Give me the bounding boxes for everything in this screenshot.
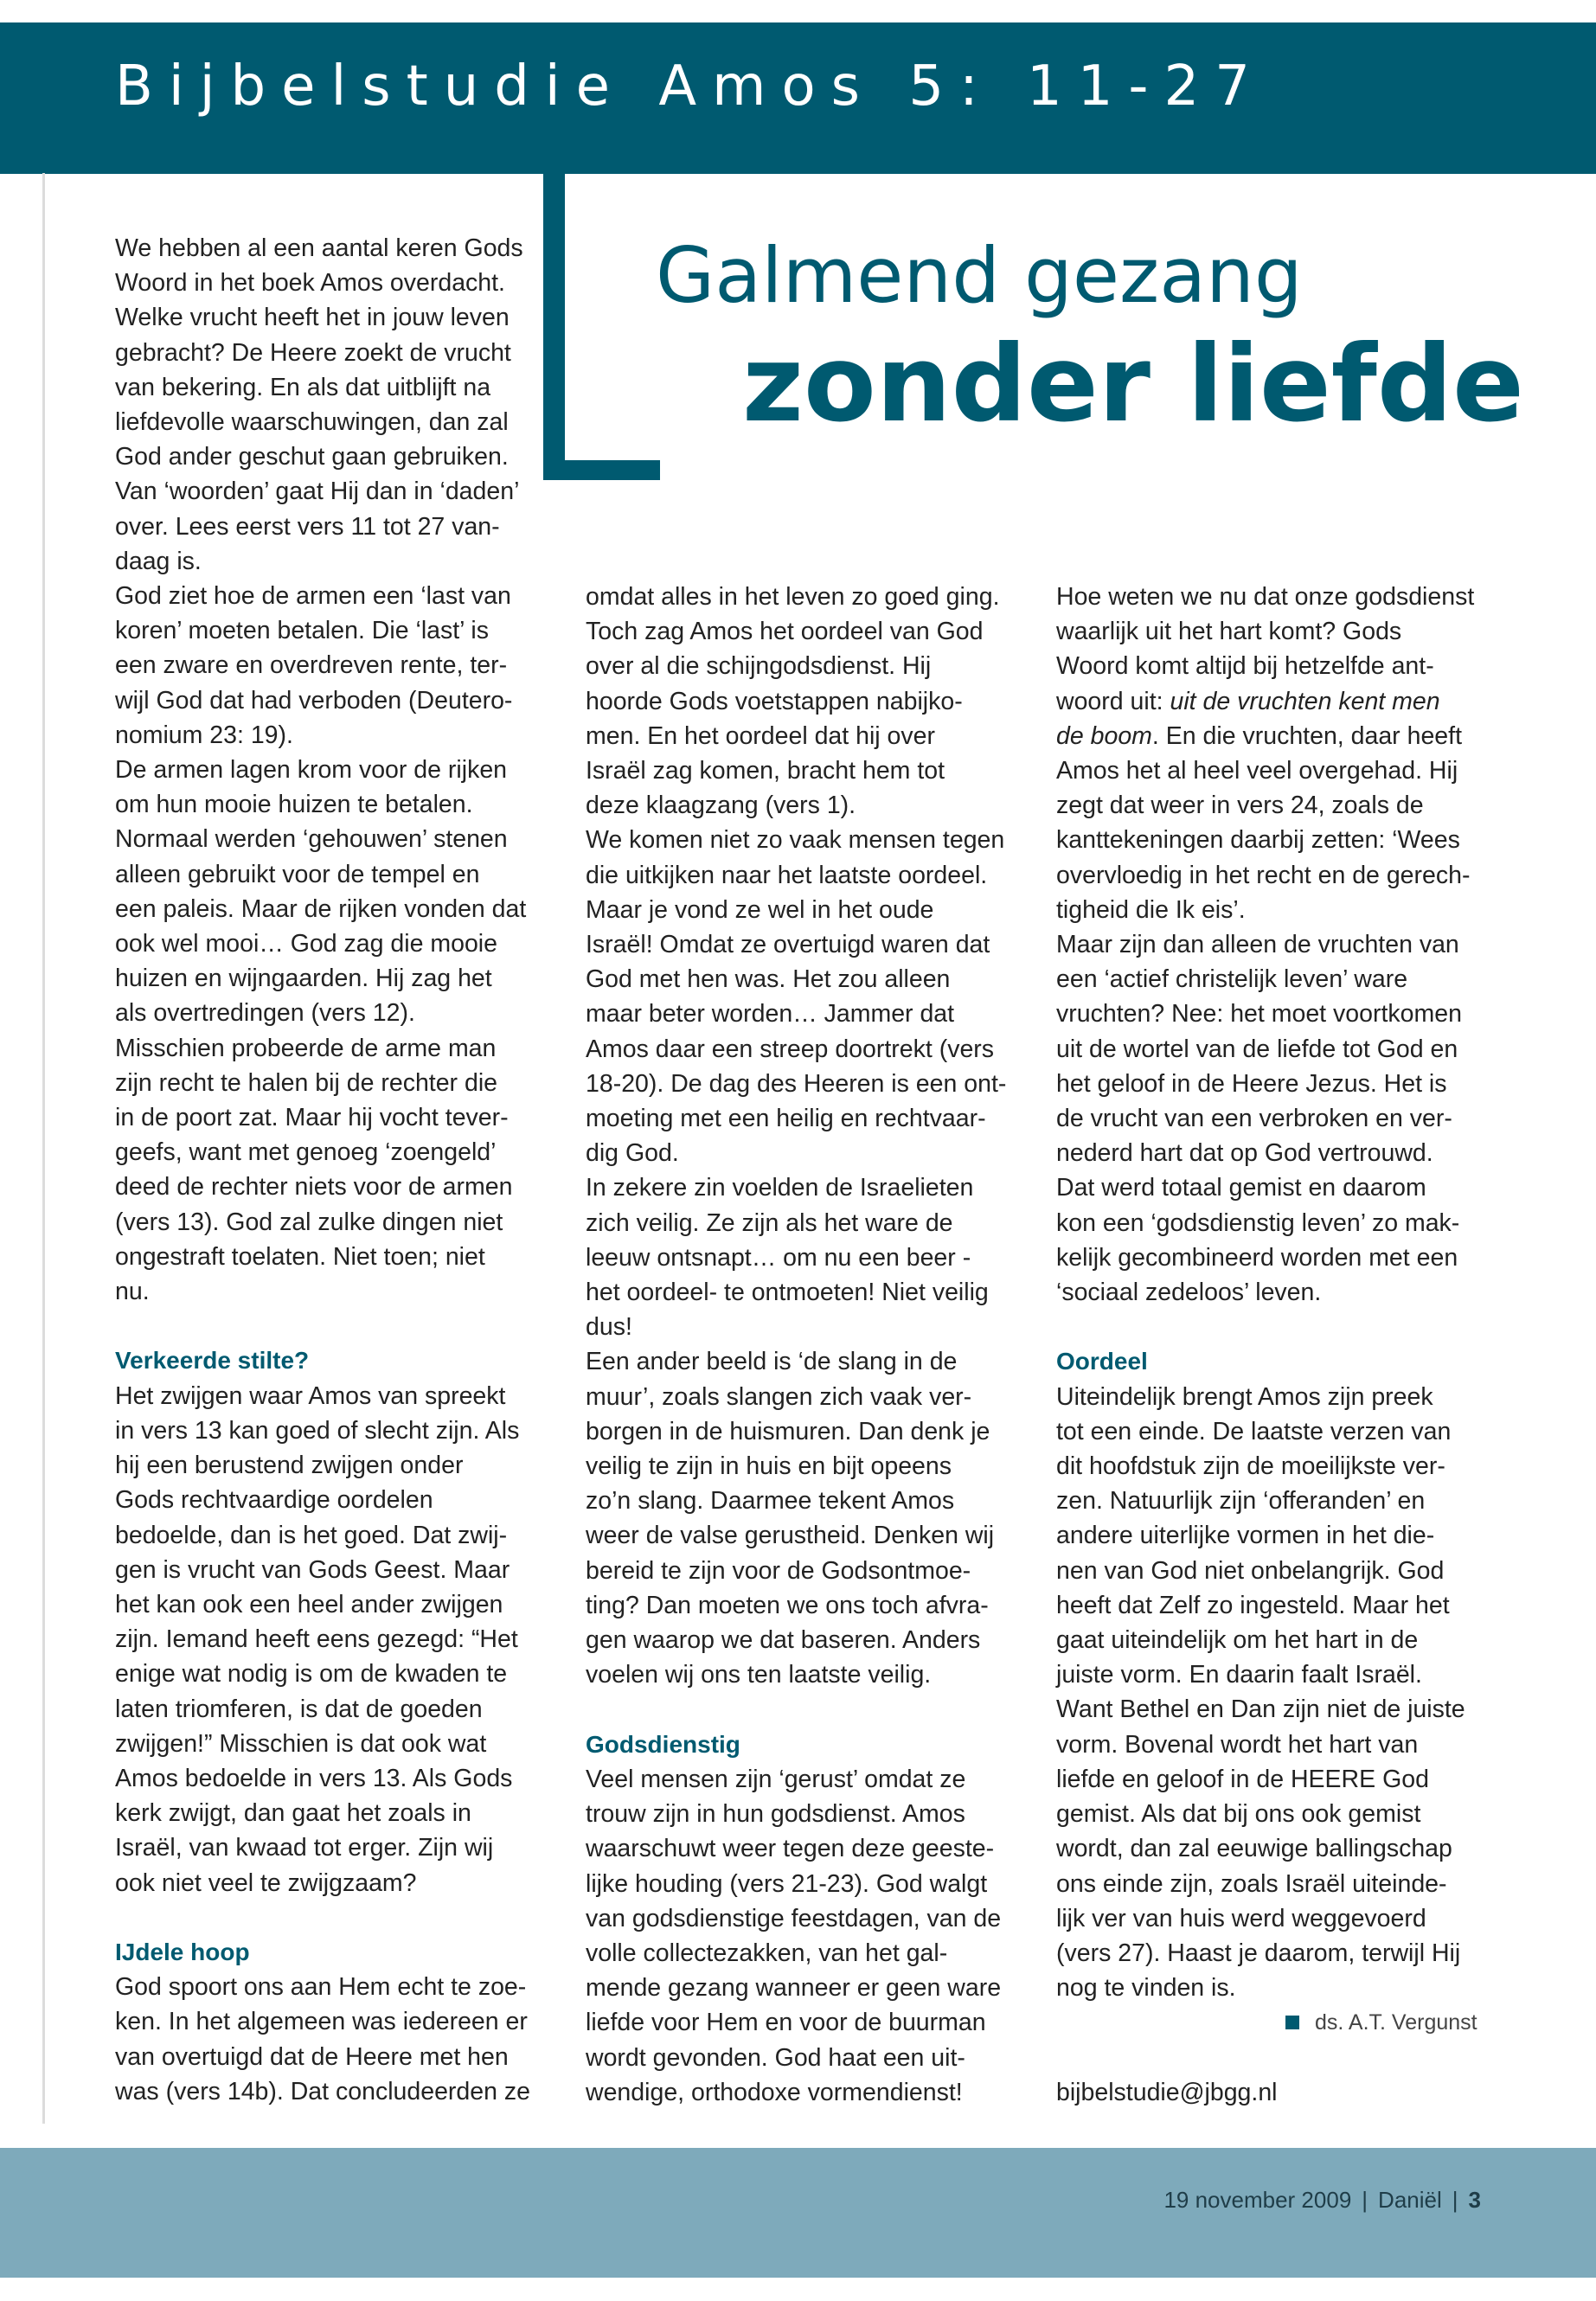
- text-line: woord uit: uit de vruchten kent men: [1056, 687, 1440, 715]
- text-line: (vers 27). Haast je daarom, terwijl Hij: [1056, 1939, 1461, 1967]
- text-line: enige wat nodig is om de kwaden te: [115, 1660, 508, 1689]
- text-line: Israël, van kwaad tot erger. Zijn wij: [115, 1834, 494, 1862]
- column-1: [115, 231, 548, 2109]
- text-line: die uitkijken naar het laatste oordeel.: [586, 861, 988, 889]
- text-line: andere uiterlijke vormen in het die-: [1056, 1522, 1435, 1550]
- text-line: van overtuigd dat de Heere met hen: [115, 2042, 509, 2071]
- text-line: de vrucht van een verbroken en ver-: [1056, 1105, 1452, 1133]
- text-line: 18-20). De dag des Heeren is een ont-: [586, 1069, 1007, 1098]
- contact-email[interactable]: bijbelstudie@jbgg.nl: [1056, 2078, 1278, 2106]
- page-number: 3: [1468, 2187, 1481, 2213]
- text-line: liefde voor Hem en voor de buurman: [586, 2009, 986, 2037]
- text-line: (vers 13). God zal zulke dingen niet: [115, 1208, 503, 1236]
- text-line: ook wel mooi… God zag die mooie: [115, 930, 497, 958]
- subheading-godsdienstig: Godsdienstig: [586, 1730, 740, 1758]
- section-godsdienstig: [586, 1762, 1018, 2110]
- issue-date: 19 november 2009: [1163, 2187, 1352, 2213]
- text-line: zich veilig. Ze zijn als het ware de: [586, 1208, 953, 1237]
- text-line: nen van God niet onbelangrijk. God: [1056, 1556, 1445, 1585]
- magazine-name: Daniël: [1378, 2187, 1442, 2213]
- subheading-oordeel: Oordeel: [1056, 1348, 1148, 1375]
- text-line: mende gezang wanneer er geen ware: [586, 1974, 1002, 2003]
- text-line: Woord komt altijd bij hetzelfde ant-: [1056, 652, 1434, 681]
- text-line: liefdevolle waarschuwingen, dan zal: [115, 408, 509, 437]
- text-line: leeuw ontsnapt… om nu een beer -: [586, 1243, 971, 1272]
- text-line: als overtredingen (vers 12).: [115, 999, 415, 1028]
- text-line: weer de valse gerustheid. Denken wij: [586, 1522, 995, 1550]
- text-line: De armen lagen krom voor de rijken: [115, 756, 508, 785]
- intro-paragraphs: [115, 231, 548, 1309]
- decorative-l-foot: [543, 460, 660, 480]
- text-line: liefde en geloof in de HEERE God: [1056, 1765, 1429, 1793]
- text-line: lijk ver van huis werd weggevoerd: [1056, 1904, 1426, 1932]
- text-line: men. En het oordeel dat hij over: [586, 721, 935, 750]
- column-3: [1056, 580, 1489, 2110]
- text-line: zwijgen!” Misschien is dat ook wat: [115, 1729, 487, 1758]
- text-line: deed de rechter niets voor de armen: [115, 1173, 513, 1202]
- section-ijdele-hoop: [115, 1970, 548, 2109]
- author-signature: [1056, 2005, 1489, 2040]
- text-line: Veel mensen zijn ‘gerust’ omdat ze: [586, 1765, 966, 1793]
- left-margin-rule: [42, 173, 45, 2124]
- text-line: In zekere zin voelden de Israelieten: [586, 1174, 974, 1202]
- text-line: over al die schijngodsdienst. Hij: [586, 652, 932, 681]
- text-line: gen waarop we dat baseren. Anders: [586, 1626, 981, 1655]
- text-line: borgen in de huismuren. Dan denk je: [586, 1417, 990, 1445]
- text-line: God ander geschut gaan gebruiken.: [115, 443, 509, 471]
- text-line: in de poort zat. Maar hij vocht tever-: [115, 1104, 509, 1132]
- text-line: het geloof in de Heere Jezus. Het is: [1056, 1069, 1447, 1098]
- text-line: hoorde Gods voetstappen nabijko-: [586, 687, 963, 715]
- text-line: muur’, zoals slangen zich vaak ver-: [586, 1382, 972, 1411]
- text-line: nu.: [115, 1278, 150, 1306]
- text-line: wordt, dan zal eeuwige ballingschap: [1056, 1835, 1452, 1863]
- text-line: Woord in het boek Amos overdacht.: [115, 269, 505, 298]
- section-continued: [586, 580, 1018, 1693]
- text-line: wendige, orthodoxe vormendienst!: [586, 2078, 963, 2106]
- text-line: over. Lees eerst vers 11 tot 27 van-: [115, 512, 500, 541]
- text-line: het kan ook een heel ander zwijgen: [115, 1590, 503, 1618]
- section-vruchten: [1056, 753, 1489, 1310]
- section-oordeel: [1056, 1380, 1489, 2006]
- text-line: waarlijk uit het hart komt? Gods: [1056, 618, 1402, 646]
- headline-line-1: Galmend gezang: [656, 231, 1303, 320]
- text-line: huizen en wijngaarden. Hij zag het: [115, 965, 492, 993]
- text-line: alleen gebruikt voor de tempel en: [115, 860, 480, 888]
- text-line: vruchten? Nee: het moet voortkomen: [1056, 1000, 1462, 1029]
- column-2: [586, 580, 1018, 2110]
- text-line: ongestraft toelaten. Niet toen; niet: [115, 1242, 485, 1271]
- text-line: lijke houding (vers 21-23). God walgt: [586, 1869, 988, 1898]
- text-line: zegt dat weer in vers 24, zoals de: [1056, 792, 1424, 820]
- text-line: daag is.: [115, 547, 202, 575]
- text-line: tigheid die Ik eis’.: [1056, 895, 1246, 924]
- text-line: waarschuwt weer tegen deze geeste-: [586, 1835, 995, 1863]
- text-line: maar beter worden… Jammer dat: [586, 1000, 955, 1029]
- text-line: gaat uiteindelijk om het hart in de: [1056, 1626, 1419, 1655]
- text-line: trouw zijn in hun godsdienst. Amos: [586, 1800, 965, 1829]
- text-line: God met hen was. Het zou alleen: [586, 965, 951, 994]
- text-line: veilig te zijn in huis en bijt opeens: [586, 1452, 952, 1481]
- text-line: juiste vorm. En daarin faalt Israël.: [1056, 1661, 1422, 1689]
- text-line: deze klaagzang (vers 1).: [586, 792, 856, 820]
- author-name: ds. A.T. Vergunst: [1315, 2010, 1477, 2035]
- text-line: Amos het al heel veel overgehad. Hij: [1056, 757, 1458, 785]
- section-verkeerde-stilte: [115, 1379, 548, 1900]
- text-line: ‘sociaal zedeloos’ leven.: [1056, 1279, 1322, 1307]
- text-line: kanttekeningen daarbij zetten: ‘Wees: [1056, 826, 1460, 855]
- text-line: dus!: [586, 1313, 632, 1342]
- text-line: bedoelde, dan is het goed. Dat zwij-: [115, 1521, 508, 1549]
- text-line: een paleis. Maar de rijken vonden dat: [115, 894, 527, 923]
- text-line: een ‘actief christelijk leven’ ware: [1056, 965, 1408, 994]
- headline-line-2: zonder liefde: [742, 323, 1524, 445]
- text-line: heeft dat Zelf zo ingesteld. Maar het: [1056, 1591, 1450, 1619]
- text-line: gemist. Als dat bij ons ook gemist: [1056, 1800, 1421, 1829]
- text-line: Een ander beeld is ‘de slang in de: [586, 1348, 958, 1376]
- text-line: in vers 13 kan goed of slecht zijn. Als: [115, 1416, 520, 1445]
- text-line: Israël! Omdat ze overtuigd waren dat: [586, 931, 990, 959]
- text-line: ook niet veel te zwijgzaam?: [115, 1868, 417, 1897]
- subheading-verkeerde-stilte: Verkeerde stilte?: [115, 1347, 310, 1375]
- text-line: was (vers 14b). Dat concludeerden ze: [115, 2077, 530, 2106]
- text-line: gebracht? De Heere zoekt de vrucht: [115, 338, 511, 367]
- text-line: zen. Natuurlijk zijn ‘offeranden’ en: [1056, 1487, 1426, 1516]
- text-line: koren’ moeten betalen. Die ‘last’ is: [115, 617, 489, 645]
- text-line: kelijk gecombineerd worden met een: [1056, 1243, 1458, 1272]
- text-line: zo’n slang. Daarmee tekent Amos: [586, 1487, 955, 1516]
- text-line: moeting met een heilig en rechtvaar-: [586, 1105, 986, 1133]
- text-line: de boom. En die vruchten, daar heeft: [1056, 721, 1462, 750]
- text-line: bereid te zijn voor de Godsontmoe-: [586, 1556, 971, 1585]
- text-line: nog te vinden is.: [1056, 1974, 1236, 2003]
- text-line: omdat alles in het leven zo goed ging.: [586, 583, 1000, 611]
- text-line: laten triomferen, is dat de goeden: [115, 1695, 483, 1723]
- text-line: We komen niet zo vaak mensen tegen: [586, 826, 1005, 855]
- text-line: Israël zag komen, bracht hem tot: [586, 757, 945, 785]
- quote-italic: uit de vruchten kent men: [1170, 687, 1440, 715]
- text-line: Maar je vond ze wel in het oude: [586, 895, 934, 924]
- text-line: dig God.: [586, 1139, 679, 1168]
- text-line: Maar zijn dan alleen de vruchten van: [1056, 931, 1459, 959]
- text-line: zijn. Iemand heeft eens gezegd: “Het: [115, 1625, 518, 1654]
- square-bullet-icon: [1285, 2016, 1299, 2029]
- footer-info: 19 november 2009 | Daniël | 3: [1163, 2187, 1481, 2213]
- text-line: een zware en overdreven rente, ter-: [115, 651, 508, 680]
- text-line: om hun mooie huizen te betalen.: [115, 791, 473, 819]
- text-line: Want Bethel en Dan zijn niet de juiste: [1056, 1695, 1465, 1724]
- text-line: kon een ‘godsdienstig leven’ zo mak-: [1056, 1208, 1460, 1237]
- text-line: van bekering. En als dat uitblijft na: [115, 373, 491, 401]
- text-line: uit de wortel van de liefde tot God en: [1056, 1035, 1458, 1063]
- text-line: Van ‘woorden’ gaat Hij dan in ‘daden’: [115, 478, 520, 506]
- text-line: Amos daar een streep doortrekt (vers: [586, 1035, 995, 1063]
- text-line: Dat werd totaal gemist en daarom: [1056, 1174, 1426, 1202]
- subheading-ijdele-hoop: IJdele hoop: [115, 1938, 250, 1965]
- text-line: Amos bedoelde in vers 13. Als Gods: [115, 1764, 513, 1792]
- text-line: geefs, want met genoeg ‘zoengeld’: [115, 1138, 497, 1167]
- text-line: nederd hart dat op God vertrouwd.: [1056, 1139, 1433, 1168]
- text-line: dit hoofdstuk zijn de moeilijkste ver-: [1056, 1452, 1445, 1481]
- text-line: Het zwijgen waar Amos van spreekt: [115, 1381, 506, 1410]
- text-line: Uiteindelijk brengt Amos zijn preek: [1056, 1382, 1433, 1411]
- text-line: Welke vrucht heeft het in jouw leven: [115, 304, 510, 332]
- text-line: ken. In het algemeen was iedereen er: [115, 2008, 528, 2036]
- text-line: voelen wij ons ten laatste veilig.: [586, 1661, 932, 1689]
- text-line: vorm. Bovenal wordt het hart van: [1056, 1730, 1419, 1759]
- text-line: ting? Dan moeten we ons toch afvra-: [586, 1591, 989, 1619]
- text-line: We hebben al een aantal keren Gods: [115, 234, 523, 262]
- text-line: zijn recht te halen bij de rechter die: [115, 1068, 498, 1097]
- text-line: Toch zag Amos het oordeel van God: [586, 618, 984, 646]
- page-section-title: Bijbelstudie Amos 5: 11-27: [115, 54, 1266, 119]
- text-line: van godsdienstige feestdagen, van de: [586, 1904, 1002, 1932]
- text-line: overvloedig in het recht en de gerech-: [1056, 861, 1471, 889]
- text-line: wordt gevonden. God haat een uit-: [586, 2043, 965, 2072]
- text-line: Normaal werden ‘gehouwen’ stenen: [115, 825, 508, 854]
- text-line: gen is vrucht van Gods Geest. Maar: [115, 1555, 510, 1584]
- text-line: kerk zwijgt, dan gaat het zoals in: [115, 1799, 471, 1828]
- text-line: Hoe weten we nu dat onze godsdienst: [1056, 583, 1475, 611]
- text-line: het oordeel- te ontmoeten! Niet veilig: [586, 1279, 989, 1307]
- text-line: nomium 23: 19).: [115, 721, 293, 749]
- text-line: ons einde zijn, zoals Israël uiteinde-: [1056, 1869, 1447, 1898]
- text-line: Misschien probeerde de arme man: [115, 1034, 497, 1062]
- text-line: Gods rechtvaardige oordelen: [115, 1486, 433, 1515]
- text-line: wijl God dat had verboden (Deutero-: [115, 686, 513, 715]
- text-line: hij een berustend zwijgen onder: [115, 1452, 464, 1480]
- text-line: God ziet hoe de armen een ‘last van: [115, 582, 511, 611]
- quote-italic: de boom: [1056, 721, 1152, 750]
- text-line: God spoort ons aan Hem echt te zoe-: [115, 1973, 527, 2002]
- text-line: volle collectezakken, van het gal-: [586, 1939, 948, 1967]
- text-line: tot een einde. De laatste verzen van: [1056, 1417, 1452, 1445]
